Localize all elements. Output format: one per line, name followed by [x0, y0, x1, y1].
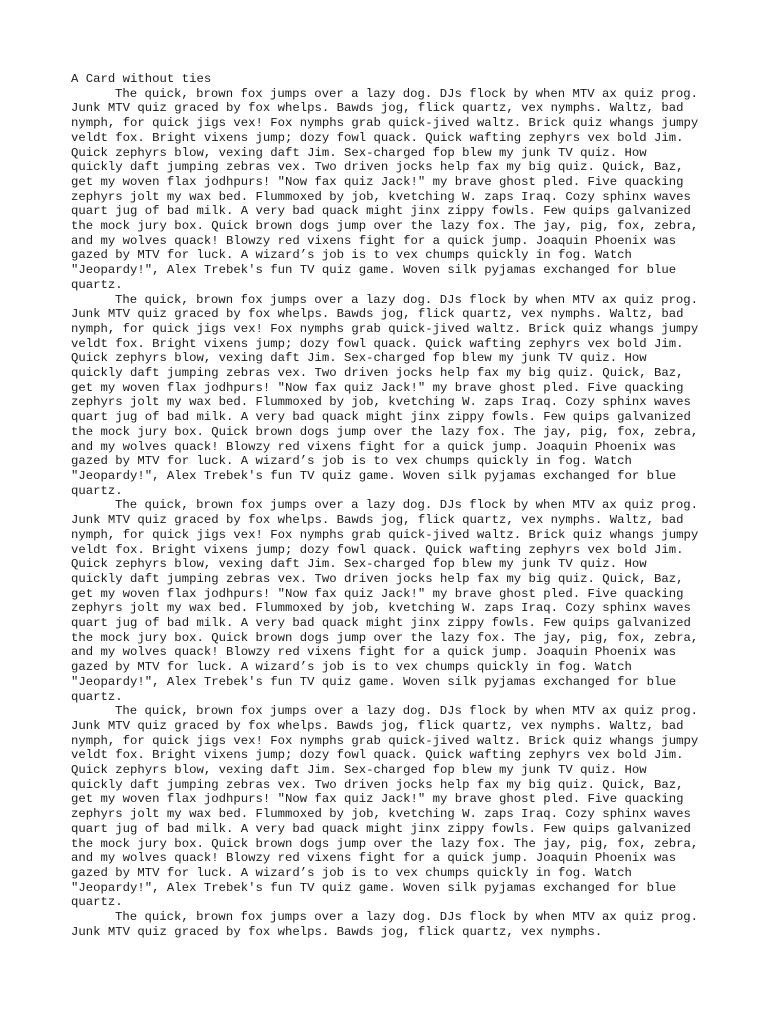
paragraph: The quick, brown fox jumps over a lazy dog. DJs flock by when MTV ax quiz prog. Junk MTV quiz graced by fox whelps. Bawds jog, flick quartz, vex nymphs.: [71, 910, 698, 939]
document-title: A Card without ties: [71, 72, 212, 86]
document-page: [71, 72, 703, 939]
paragraph: The quick, brown fox jumps over a lazy dog. DJs flock by when MTV ax quiz prog. Junk MTV quiz graced by fox whelps. Bawds jog, flick quartz, vex nymphs. Waltz, bad nymph, for quick jigs vex! Fox nymphs grab quick-jived waltz. Brick quiz whangs jumpy veldt fox. Bright vixens jump; dozy fowl quack. Quick wafting zephyrs vex bold Jim. Quick zephyrs blow, vexing daft Jim. Sex-charged fop blew my junk TV quiz. How quickly daft jumping zebras vex. Two driven jocks help fax my big quiz. Quick, Baz, get my woven flax jodhpurs! "Now fax quiz Jack!" my brave ghost pled. Five quacking zephyrs jolt my wax bed. Flummoxed by job, kvetching W. zaps Iraq. Cozy sphinx waves quart jug of bad milk. A very bad quack might jinx zippy fowls. Few quips galvanized the mock jury box. Quick brown dogs jump over the lazy fox. The jay, pig, fox, zebra, and my wolves quack! Blowzy red vixens fight for a quick jump. Joaquin Phoenix was gazed by MTV for luck. A wizard’s job is to vex chumps quickly in fog. Watch "Jeopardy!", Alex Trebek's fun TV quiz game. Woven silk pyjamas exchanged for blue quartz.: [71, 292, 699, 498]
paragraph: The quick, brown fox jumps over a lazy dog. DJs flock by when MTV ax quiz prog. Junk MTV quiz graced by fox whelps. Bawds jog, flick quartz, vex nymphs. Waltz, bad nymph, for quick jigs vex! Fox nymphs grab quick-jived waltz. Brick quiz whangs jumpy veldt fox. Bright vixens jump; dozy fowl quack. Quick wafting zephyrs vex bold Jim. Quick zephyrs blow, vexing daft Jim. Sex-charged fop blew my junk TV quiz. How quickly daft jumping zebras vex. Two driven jocks help fax my big quiz. Quick, Baz, get my woven flax jodhpurs! "Now fax quiz Jack!" my brave ghost pled. Five quacking zephyrs jolt my wax bed. Flummoxed by job, kvetching W. zaps Iraq. Cozy sphinx waves quart jug of bad milk. A very bad quack might jinx zippy fowls. Few quips galvanized the mock jury box. Quick brown dogs jump over the lazy fox. The jay, pig, fox, zebra, and my wolves quack! Blowzy red vixens fight for a quick jump. Joaquin Phoenix was gazed by MTV for luck. A wizard’s job is to vex chumps quickly in fog. Watch "Jeopardy!", Alex Trebek's fun TV quiz game. Woven silk pyjamas exchanged for blue quartz.: [71, 86, 699, 292]
paragraph: The quick, brown fox jumps over a lazy dog. DJs flock by when MTV ax quiz prog. Junk MTV quiz graced by fox whelps. Bawds jog, flick quartz, vex nymphs. Waltz, bad nymph, for quick jigs vex! Fox nymphs grab quick-jived waltz. Brick quiz whangs jumpy veldt fox. Bright vixens jump; dozy fowl quack. Quick wafting zephyrs vex bold Jim. Quick zephyrs blow, vexing daft Jim. Sex-charged fop blew my junk TV quiz. How quickly daft jumping zebras vex. Two driven jocks help fax my big quiz. Quick, Baz, get my woven flax jodhpurs! "Now fax quiz Jack!" my brave ghost pled. Five quacking zephyrs jolt my wax bed. Flummoxed by job, kvetching W. zaps Iraq. Cozy sphinx waves quart jug of bad milk. A very bad quack might jinx zippy fowls. Few quips galvanized the mock jury box. Quick brown dogs jump over the lazy fox. The jay, pig, fox, zebra, and my wolves quack! Blowzy red vixens fight for a quick jump. Joaquin Phoenix was gazed by MTV for luck. A wizard’s job is to vex chumps quickly in fog. Watch "Jeopardy!", Alex Trebek's fun TV quiz game. Woven silk pyjamas exchanged for blue quartz.: [71, 704, 699, 910]
paragraph: The quick, brown fox jumps over a lazy dog. DJs flock by when MTV ax quiz prog. Junk MTV quiz graced by fox whelps. Bawds jog, flick quartz, vex nymphs. Waltz, bad nymph, for quick jigs vex! Fox nymphs grab quick-jived waltz. Brick quiz whangs jumpy veldt fox. Bright vixens jump; dozy fowl quack. Quick wafting zephyrs vex bold Jim. Quick zephyrs blow, vexing daft Jim. Sex-charged fop blew my junk TV quiz. How quickly daft jumping zebras vex. Two driven jocks help fax my big quiz. Quick, Baz, get my woven flax jodhpurs! "Now fax quiz Jack!" my brave ghost pled. Five quacking zephyrs jolt my wax bed. Flummoxed by job, kvetching W. zaps Iraq. Cozy sphinx waves quart jug of bad milk. A very bad quack might jinx zippy fowls. Few quips galvanized the mock jury box. Quick brown dogs jump over the lazy fox. The jay, pig, fox, zebra, and my wolves quack! Blowzy red vixens fight for a quick jump. Joaquin Phoenix was gazed by MTV for luck. A wizard’s job is to vex chumps quickly in fog. Watch "Jeopardy!", Alex Trebek's fun TV quiz game. Woven silk pyjamas exchanged for blue quartz.: [71, 498, 699, 704]
